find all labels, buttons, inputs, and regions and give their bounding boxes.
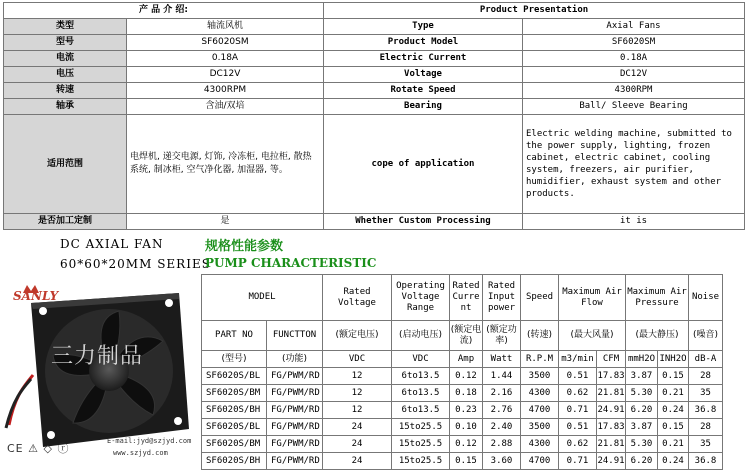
spec-cell-rated-voltage: 24: [323, 436, 392, 453]
fan-image: [3, 275, 199, 473]
max-air-pressure-header: Maximum Air Pressure: [626, 275, 689, 321]
custom-cn-value: 是: [127, 214, 324, 230]
spec-cell-flow-cfm: 24.91: [597, 453, 626, 470]
presentation-cn-value: 4300RPM: [127, 83, 324, 99]
spec-cell-part-no: SF6020S/BM: [202, 385, 267, 402]
spec-header-row: [202, 275, 723, 321]
spec-cell-pressure-mmh2o: 3.87: [626, 419, 658, 436]
spec-cell-voltage-range: 6to13.5: [392, 368, 450, 385]
cn-function: (功能): [267, 351, 323, 368]
spec-cell-input-power: 2.88: [483, 436, 521, 453]
unit-m3: m3/min: [559, 351, 597, 368]
cn-voltage: (额定电压): [323, 321, 392, 351]
spec-cell-speed: 4300: [521, 385, 559, 402]
spec-cell-rated-voltage: 12: [323, 385, 392, 402]
spec-cell-flow-cfm: 21.81: [597, 385, 626, 402]
spec-table: [201, 274, 723, 470]
en-title: Product Presentation: [324, 3, 745, 19]
spec-cell-speed: 4300: [521, 436, 559, 453]
spec-cell-flow-cfm: 17.83: [597, 419, 626, 436]
spec-cell-function: FG/PWM/RD: [267, 385, 323, 402]
spec-cell-pressure-inh2o: 0.15: [658, 368, 689, 385]
presentation-cn-label: 转速: [4, 83, 127, 99]
spec-cell-noise: 36.8: [689, 453, 723, 470]
custom-en-value: it is: [523, 214, 745, 230]
cn-model: (型号): [202, 351, 267, 368]
spec-cell-flow-m3: 0.71: [559, 402, 597, 419]
heading-dc-axial-fan: DC AXIAL FAN: [60, 237, 164, 251]
presentation-row: [4, 67, 745, 83]
spec-unit-row: [202, 351, 723, 368]
presentation-en-label: Voltage: [324, 67, 523, 83]
presentation-cn-value: 轴流风机: [127, 19, 324, 35]
presentation-en-label: Rotate Speed: [324, 83, 523, 99]
unit-vdc: VDC: [323, 351, 392, 368]
spec-cell-voltage-range: 15to25.5: [392, 436, 450, 453]
spec-cell-flow-cfm: 21.81: [597, 436, 626, 453]
spec-cell-flow-cfm: 24.91: [597, 402, 626, 419]
cn-noise: (噪音): [689, 321, 723, 351]
spec-cell-flow-m3: 0.51: [559, 368, 597, 385]
presentation-en-label: Product Model: [324, 35, 523, 51]
presentation-en-value: 4300RPM: [523, 83, 745, 99]
presentation-en-label: Type: [324, 19, 523, 35]
email-text: E-mail:jyd@szjyd.com: [107, 437, 192, 445]
spec-cell-voltage-range: 6to13.5: [392, 402, 450, 419]
rated-voltage-header: Rated Voltage: [323, 275, 392, 321]
watermark-text: 三力制品: [51, 344, 144, 369]
presentation-cn-label: 类型: [4, 19, 127, 35]
heading-cn-spec: 规格性能参数: [205, 239, 284, 254]
spec-cell-speed: 3500: [521, 368, 559, 385]
spec-cell-rated-current: 0.18: [450, 385, 483, 402]
website-text: www.szjyd.com: [113, 449, 168, 457]
cert-logos: CE ⚠ ◇ ⓡ: [7, 442, 70, 455]
product-presentation-table: [3, 2, 745, 230]
spec-cell-pressure-inh2o: 0.21: [658, 385, 689, 402]
presentation-en-value: SF6020SM: [523, 35, 745, 51]
presentation-en-label: Bearing: [324, 99, 523, 115]
spec-cell-input-power: 2.76: [483, 402, 521, 419]
spec-cell-function: FG/PWM/RD: [267, 402, 323, 419]
spec-row: [202, 419, 723, 436]
spec-cell-pressure-mmh2o: 3.87: [626, 368, 658, 385]
spec-cell-speed: 4700: [521, 453, 559, 470]
presentation-row: [4, 51, 745, 67]
spec-cell-rated-current: 0.15: [450, 453, 483, 470]
cn-power: (额定功率): [483, 321, 521, 351]
unit-vdc-range: VDC: [392, 351, 450, 368]
spec-cell-voltage-range: 15to25.5: [392, 419, 450, 436]
spec-row: [202, 368, 723, 385]
spec-cell-pressure-mmh2o: 5.30: [626, 385, 658, 402]
spec-cell-pressure-inh2o: 0.24: [658, 453, 689, 470]
spec-cell-rated-current: 0.12: [450, 436, 483, 453]
spec-row: [202, 402, 723, 419]
cn-speed: (转速): [521, 321, 559, 351]
custom-cn-label: 是否加工定制: [4, 214, 127, 230]
spec-cell-pressure-mmh2o: 6.20: [626, 402, 658, 419]
spec-cell-part-no: SF6020S/BM: [202, 436, 267, 453]
cn-current: (额定电流): [450, 321, 483, 351]
unit-rpm: R.P.M: [521, 351, 559, 368]
presentation-cn-label: 电流: [4, 51, 127, 67]
spec-cell-voltage-range: 15to25.5: [392, 453, 450, 470]
brand-logo: SANLY: [13, 289, 59, 303]
spec-cell-noise: 35: [689, 436, 723, 453]
scope-en-label: cope of application: [324, 115, 523, 214]
spec-row: [202, 385, 723, 402]
presentation-title-row: [4, 3, 745, 19]
scope-en-value: Electric welding machine, submitted to the power supply, lighting, frozen cabinet, electric cabinet, cooling system, freezers, air purifier, humidifier, exhaust system and other products.: [523, 115, 745, 214]
spec-cell-input-power: 1.44: [483, 368, 521, 385]
spec-cell-rated-voltage: 12: [323, 368, 392, 385]
presentation-cn-label: 型号: [4, 35, 127, 51]
spec-cell-function: FG/PWM/RD: [267, 419, 323, 436]
spec-cell-function: FG/PWM/RD: [267, 436, 323, 453]
spec-cell-rated-voltage: 12: [323, 402, 392, 419]
spec-cell-flow-m3: 0.62: [559, 436, 597, 453]
spec-cell-pressure-mmh2o: 6.20: [626, 453, 658, 470]
presentation-row: [4, 19, 745, 35]
spec-cell-speed: 3500: [521, 419, 559, 436]
heading-series: 60*60*20MM SERIES: [60, 257, 211, 271]
spec-cell-rated-current: 0.10: [450, 419, 483, 436]
spec-cell-part-no: SF6020S/BL: [202, 368, 267, 385]
heading-pump-characteristic: PUMP CHARACTERISTIC: [205, 256, 377, 270]
presentation-row: [4, 83, 745, 99]
presentation-cn-value: SF6020SM: [127, 35, 324, 51]
scope-cn-value: 电焊机, 递交电源, 灯饰, 冷冻柜, 电拉柜, 散热系统, 制冰柜, 空气净化器, 加湿器, 等。: [127, 115, 324, 214]
presentation-cn-label: 电压: [4, 67, 127, 83]
custom-en-label: Whether Custom Processing: [324, 214, 523, 230]
spec-cell-noise: 36.8: [689, 402, 723, 419]
custom-row: [4, 214, 745, 230]
spec-cell-pressure-inh2o: 0.21: [658, 436, 689, 453]
spec-cell-pressure-inh2o: 0.15: [658, 419, 689, 436]
rated-current-header: Rated Curre nt: [450, 275, 483, 321]
spec-cell-voltage-range: 6to13.5: [392, 385, 450, 402]
spec-cell-function: FG/PWM/RD: [267, 453, 323, 470]
max-air-flow-header: Maximum Air Flow: [559, 275, 626, 321]
spec-row: [202, 436, 723, 453]
spec-cell-input-power: 2.16: [483, 385, 521, 402]
presentation-cn-label: 轴承: [4, 99, 127, 115]
scope-cn-label: 适用范围: [4, 115, 127, 214]
spec-cell-flow-cfm: 17.83: [597, 368, 626, 385]
spec-cell-part-no: SF6020S/BH: [202, 453, 267, 470]
cn-pressure: (最大静压): [626, 321, 689, 351]
spec-cell-rated-voltage: 24: [323, 419, 392, 436]
presentation-en-value: Ball/ Sleeve Bearing: [523, 99, 745, 115]
function-header: FUNCTTON: [267, 321, 323, 351]
presentation-row: [4, 99, 745, 115]
spec-cell-flow-m3: 0.71: [559, 453, 597, 470]
model-header: MODEL: [202, 275, 323, 321]
unit-watt: Watt: [483, 351, 521, 368]
cn-title: 产 品 介 绍:: [4, 3, 324, 19]
spec-cell-flow-m3: 0.62: [559, 385, 597, 402]
spec-cell-input-power: 3.60: [483, 453, 521, 470]
cn-op-voltage: (启动电压): [392, 321, 450, 351]
part-no-header: PART NO: [202, 321, 267, 351]
spec-cell-speed: 4700: [521, 402, 559, 419]
spec-cell-noise: 28: [689, 419, 723, 436]
presentation-en-value: 0.18A: [523, 51, 745, 67]
spec-cell-part-no: SF6020S/BL: [202, 419, 267, 436]
scope-row: [4, 115, 745, 214]
operating-voltage-header: Operating Voltage Range: [392, 275, 450, 321]
presentation-row: [4, 35, 745, 51]
noise-header: Noise: [689, 275, 723, 321]
spec-cell-noise: 35: [689, 385, 723, 402]
presentation-cn-value: 含油/双培: [127, 99, 324, 115]
spec-cell-rated-current: 0.12: [450, 368, 483, 385]
spec-cell-pressure-mmh2o: 5.30: [626, 436, 658, 453]
speed-header: Speed: [521, 275, 559, 321]
spec-cell-rated-voltage: 24: [323, 453, 392, 470]
spec-cell-function: FG/PWM/RD: [267, 368, 323, 385]
unit-dba: dB-A: [689, 351, 723, 368]
spec-row: [202, 453, 723, 470]
presentation-en-label: Electric Current: [324, 51, 523, 67]
unit-mmh2o: mmH2O: [626, 351, 658, 368]
presentation-cn-value: DC12V: [127, 67, 324, 83]
presentation-cn-value: 0.18A: [127, 51, 324, 67]
spec-cn-row: [202, 321, 723, 351]
cn-flow: (最大风量): [559, 321, 626, 351]
spec-cell-pressure-inh2o: 0.24: [658, 402, 689, 419]
presentation-en-value: DC12V: [523, 67, 745, 83]
rated-input-header: Rated Input power: [483, 275, 521, 321]
spec-cell-noise: 28: [689, 368, 723, 385]
spec-cell-rated-current: 0.23: [450, 402, 483, 419]
spec-cell-part-no: SF6020S/BH: [202, 402, 267, 419]
presentation-en-value: Axial Fans: [523, 19, 745, 35]
unit-amp: Amp: [450, 351, 483, 368]
unit-cfm: CFM: [597, 351, 626, 368]
spec-cell-flow-m3: 0.51: [559, 419, 597, 436]
spec-cell-input-power: 2.40: [483, 419, 521, 436]
unit-inh2o: INH2O: [658, 351, 689, 368]
